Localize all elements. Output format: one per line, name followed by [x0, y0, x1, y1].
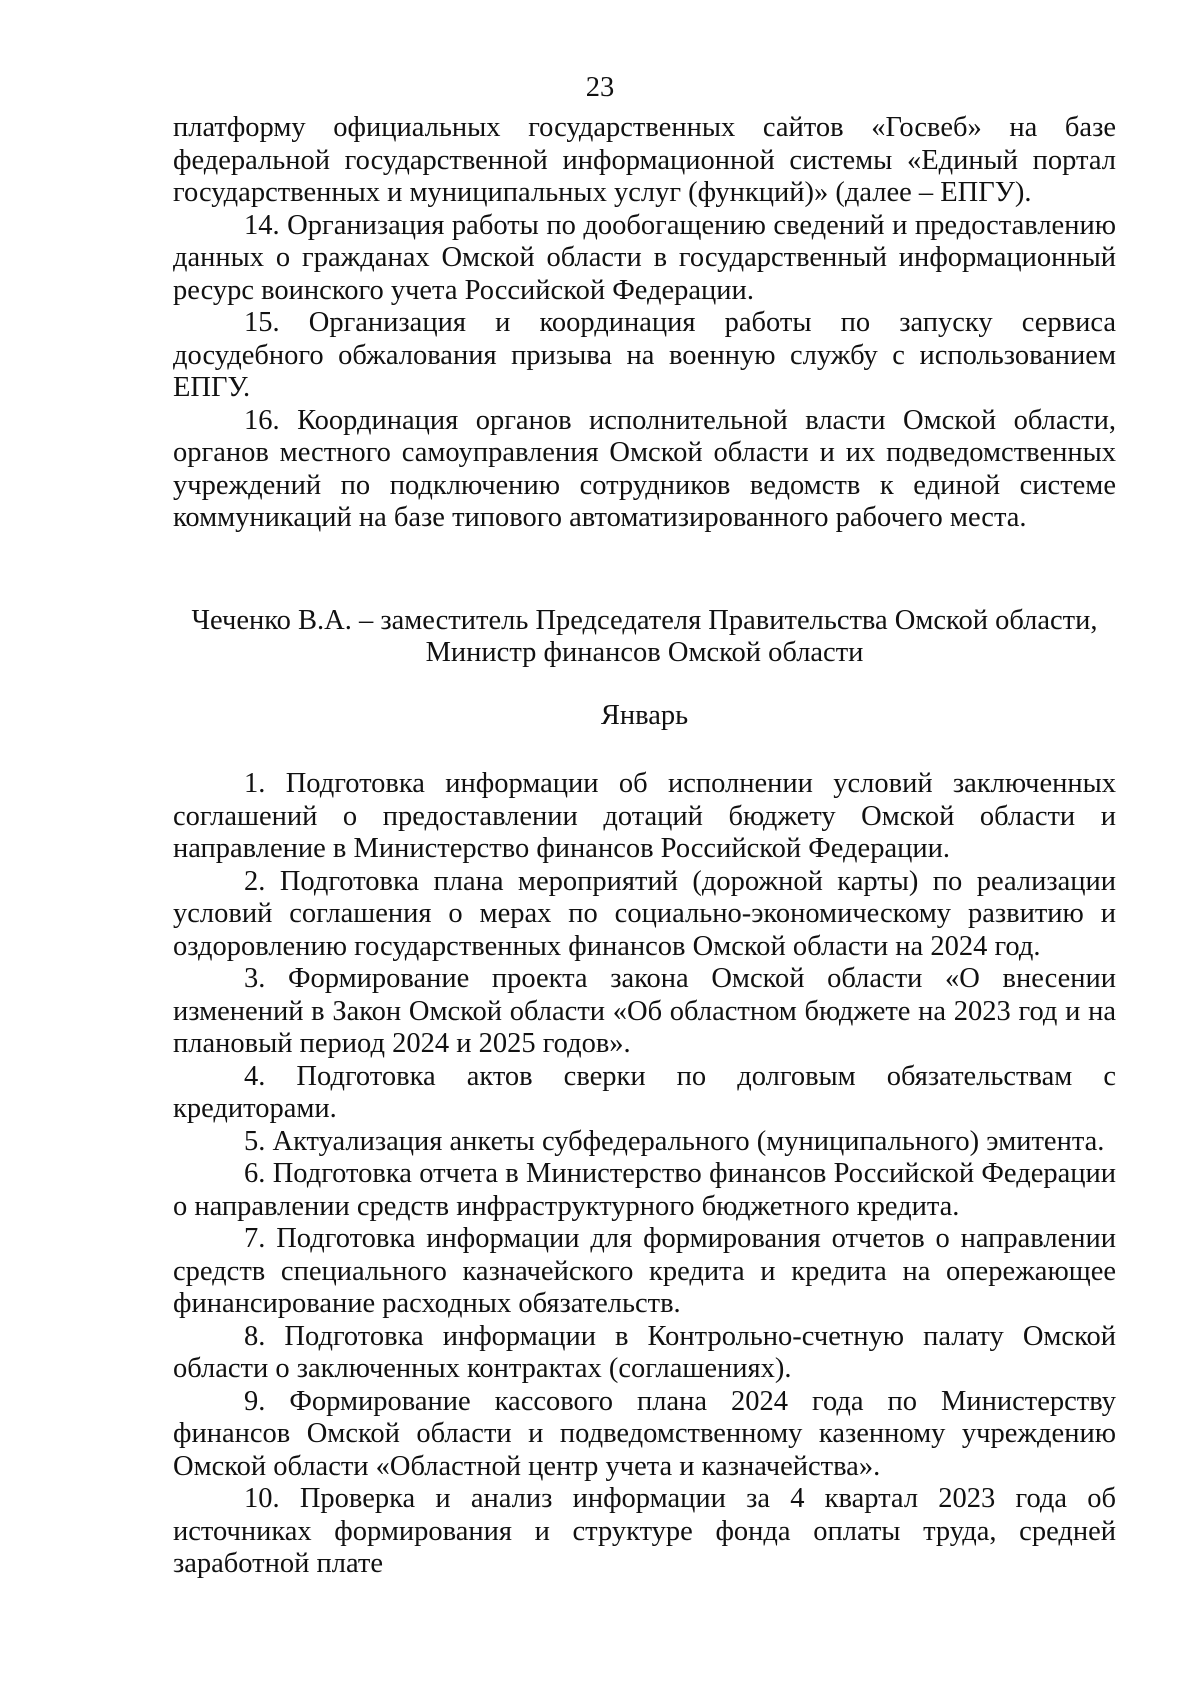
list-item-7: 7. Подготовка информации для формирования отчетов о направлении средств специального казначейского кредита и кредита на опережающее финансирование расходных обязательств.: [173, 1223, 1116, 1319]
list-item-5: 5. Актуализация анкеты субфедерального (муниципального) эмитента.: [244, 1125, 1105, 1157]
signatory-line-2: Министр финансов Омской области: [425, 637, 864, 668]
list-item-10: 10. Проверка и анализ информации за 4 квартал 2023 года об источниках формирования и структуре фонда оплаты труда, средней заработной плате: [173, 1483, 1116, 1579]
section-gap: [173, 732, 1116, 768]
section-gap: [173, 670, 1116, 700]
previous-item-16: 16. Координация органов исполнительной власти Омской области, органов местного самоуправления Омской области и их подведомственных учреждений по подключению сотрудников ведомств к единой системе коммуникаций на базе типового автоматизированного рабочего места.: [173, 404, 1116, 533]
list-item-3: 3. Формирование проекта закона Омской области «О внесении изменений в Закон Омской области «Об областном бюджете на 2023 год и на плановый период 2024 и 2025 годов».: [173, 963, 1116, 1059]
page-number: 23: [585, 72, 615, 103]
list-item-4: 4. Подготовка актов сверки по долговым обязательствам с кредиторами.: [173, 1060, 1116, 1124]
list-item-9: 9. Формирование кассового плана 2024 года по Министерству финансов Омской области и подведомственному казенному учреждению Омской области «Областной центр учета и казначейства».: [173, 1385, 1116, 1482]
list-item-6: 6. Подготовка отчета в Министерство финансов Российской Федерации о направлении средств инфраструктурного бюджетного кредита.: [173, 1158, 1116, 1222]
list-item-1: 1. Подготовка информации об исполнении условий заключенных соглашений о предоставлении дотаций бюджету Омской области и направление в Министерство финансов Российской Федерации.: [173, 768, 1116, 864]
list-item-2: 2. Подготовка плана мероприятий (дорожной карты) по реализации условий соглашения о мерах по социально-экономическому развитию и оздоровлению государственных финансов Омской области на 2024 год.: [173, 865, 1116, 962]
document-body: [173, 112, 1116, 1581]
previous-item-14: 14. Организация работы по дообогащению сведений и предоставлению данных о гражданах Омской области в государственный информационный ресурс воинского учета Российской Федерации.: [173, 209, 1116, 306]
signatory-line-1: Чеченко В.А. – заместитель Председателя Правительства Омской области,: [191, 604, 1098, 636]
section-gap: [173, 535, 1116, 605]
month-heading: Январь: [600, 699, 689, 731]
intro-paragraph: платформу официальных государственных сайтов «Госвеб» на базе федеральной государственной информационной системы «Единый портал государственных и муниципальных услуг (функций)» (далее – ЕПГУ).: [173, 112, 1116, 208]
previous-item-15: 15. Организация и координация работы по запуску сервиса досудебного обжалования призыва на военную службу с использованием ЕПГУ.: [173, 307, 1116, 403]
list-item-8: 8. Подготовка информации в Контрольно-счетную палату Омской области о заключенных контрактах (соглашениях).: [173, 1320, 1116, 1384]
